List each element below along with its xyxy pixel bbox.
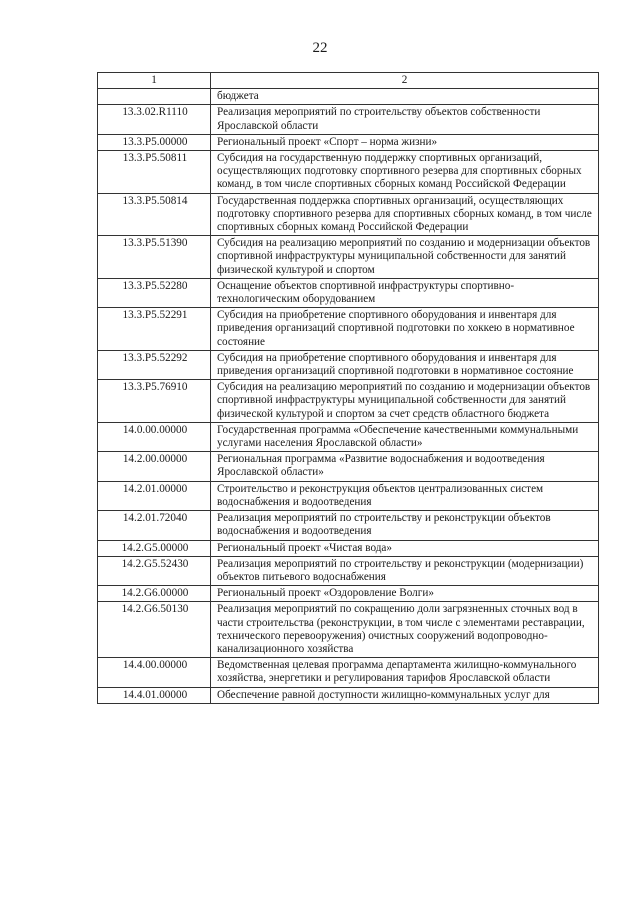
table-row (98, 236, 599, 279)
table-row (98, 380, 599, 423)
table-row (98, 105, 599, 134)
row-name-cell: Реализация мероприятий по строительству и реконструкции (модернизации) объектов питьевого водоснабжения (211, 556, 599, 585)
row-code-cell: 14.4.01.00000 (98, 687, 211, 703)
table-row (98, 134, 599, 150)
table-row (98, 89, 599, 105)
row-name-cell: Государственная программа «Обеспечение качественными коммунальными услугами населения Ярославской области» (211, 422, 599, 451)
row-name-cell: Субсидия на реализацию мероприятий по созданию и модернизации объектов спортивной инфраструктуры муниципальной собственности для занятий физической культурой и спортом за счет средств областного бюджета (211, 380, 599, 423)
page-number: 22 (312, 40, 328, 56)
row-code-cell: 14.4.00.00000 (98, 658, 211, 687)
table-header-row (98, 73, 599, 89)
table-row (98, 350, 599, 379)
row-name-cell: бюджета (211, 89, 599, 105)
row-name-cell: Региональный проект «Оздоровление Волги» (211, 586, 599, 602)
row-code-cell: 13.3.P5.50814 (98, 193, 211, 236)
row-name-cell: Ведомственная целевая программа департамента жилищно-коммунального хозяйства, энергетики и регулирования тарифов Ярославской области (211, 658, 599, 687)
table-row (98, 422, 599, 451)
table-row (98, 193, 599, 236)
table-row (98, 278, 599, 307)
row-name-cell: Реализация мероприятий по сокращению доли загрязненных сточных вод в части строительства (реконструкции, в том числе с элементами реставрации, технического перевооружения) очистных сооружений водопроводно-канализационного хозяйства (211, 602, 599, 658)
row-code-cell: 13.3.P5.76910 (98, 380, 211, 423)
table-row (98, 511, 599, 540)
table-row (98, 687, 599, 703)
table-row (98, 452, 599, 481)
column-header-name: 2 (211, 73, 599, 89)
row-code-cell: 13.3.P5.51390 (98, 236, 211, 279)
table-row (98, 540, 599, 556)
row-code-cell: 14.2.01.72040 (98, 511, 211, 540)
row-name-cell: Строительство и реконструкция объектов централизованных систем водоснабжения и водоотведения (211, 481, 599, 510)
row-code-cell: 13.3.P5.52292 (98, 350, 211, 379)
row-name-cell: Реализация мероприятий по строительству объектов собственности Ярославской области (211, 105, 599, 134)
table-row (98, 586, 599, 602)
row-name-cell: Региональный проект «Спорт – норма жизни» (211, 134, 599, 150)
row-name-cell: Субсидия на реализацию мероприятий по созданию и модернизации объектов спортивной инфраструктуры муниципальной собственности для занятий физической культурой и спортом (211, 236, 599, 279)
row-code-cell: 14.0.00.00000 (98, 422, 211, 451)
row-code-cell: 14.2.00.00000 (98, 452, 211, 481)
table-row (98, 556, 599, 585)
row-code-cell: 13.3.P5.50811 (98, 151, 211, 194)
column-header-code: 1 (98, 73, 211, 89)
row-name-cell: Субсидия на приобретение спортивного оборудования и инвентаря для приведения организаций спортивной подготовки по хоккею в нормативное состояние (211, 308, 599, 351)
row-code-cell (98, 89, 211, 105)
row-code-cell: 14.2.G6.50130 (98, 602, 211, 658)
row-name-cell: Региональный проект «Чистая вода» (211, 540, 599, 556)
row-code-cell: 13.3.P5.00000 (98, 134, 211, 150)
row-name-cell: Оснащение объектов спортивной инфраструктуры спортивно-технологическим оборудованием (211, 278, 599, 307)
table-row (98, 658, 599, 687)
row-name-cell: Реализация мероприятий по строительству и реконструкции объектов водоснабжения и водоотведения (211, 511, 599, 540)
row-code-cell: 13.3.P5.52291 (98, 308, 211, 351)
row-name-cell: Субсидия на приобретение спортивного оборудования и инвентаря для приведения организаций спортивной подготовки в нормативное состояние (211, 350, 599, 379)
row-code-cell: 13.3.P5.52280 (98, 278, 211, 307)
row-name-cell: Государственная поддержка спортивных организаций, осуществляющих подготовку спортивного резерва для спортивных сборных команд, в том числе спортивных сборных команд Российской Федерации (211, 193, 599, 236)
table-row (98, 481, 599, 510)
row-code-cell: 14.2.G5.52430 (98, 556, 211, 585)
table-row (98, 151, 599, 194)
row-code-cell: 14.2.G6.00000 (98, 586, 211, 602)
row-code-cell: 14.2.G5.00000 (98, 540, 211, 556)
table-row (98, 602, 599, 658)
row-name-cell: Субсидия на государственную поддержку спортивных организаций, осуществляющих подготовку спортивного резерва для спортивных сборных команд, в том числе спортивных сборных команд Российской Федерации (211, 151, 599, 194)
row-code-cell: 14.2.01.00000 (98, 481, 211, 510)
row-name-cell: Региональная программа «Развитие водоснабжения и водоотведения Ярославской области» (211, 452, 599, 481)
row-name-cell: Обеспечение равной доступности жилищно-коммунальных услуг для (211, 687, 599, 703)
budget-classification-table (97, 72, 599, 704)
row-code-cell: 13.3.02.R1110 (98, 105, 211, 134)
table-body (98, 89, 599, 704)
table-row (98, 308, 599, 351)
